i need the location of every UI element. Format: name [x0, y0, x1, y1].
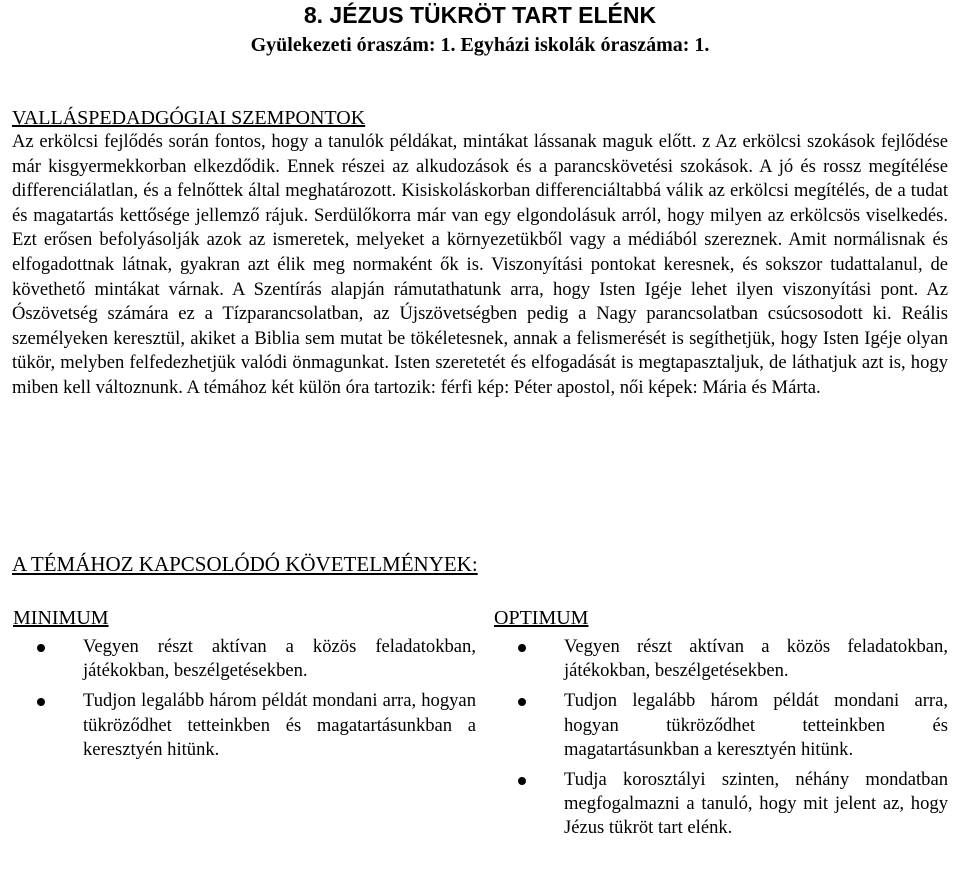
bullet-icon: [37, 698, 45, 706]
list-item: [493, 768, 948, 841]
page-subtitle: Gyülekezeti óraszám: 1. Egyházi iskolák óraszáma: 1.: [250, 34, 710, 56]
bullet-icon: [518, 644, 526, 652]
section-heading: VALLÁSPEDADGÓGIAI SZEMPONTOK: [12, 107, 366, 129]
bullet-icon: [518, 777, 526, 785]
list-item: [12, 635, 476, 683]
list-item-text: Vegyen részt aktívan a közös feladatokban, játékokban, beszélgetésekben.: [564, 636, 948, 682]
list-item-text: Tudjon legalább három példát mondani arra, hogyan tükröződhet tetteinkben és magatartásunkban a keresztyén hitünk.: [83, 690, 476, 760]
page-title: 8. JÉZUS TÜKRÖT TART ELÉNK: [303, 2, 657, 28]
minimum-heading: MINIMUM: [13, 607, 109, 629]
optimum-column: [484, 601, 956, 841]
list-item-text: Tudja korosztályi szinten, néhány mondatban megfogalmazni a tanuló, hogy mit jelent az, hogy Jézus tükröt tart elénk.: [564, 769, 948, 839]
list-item-text: Tudjon legalább három példát mondani arra, hogyan tükröződhet tetteinkben és magatartásunkban a keresztyén hitünk.: [564, 690, 948, 760]
minimum-list: [12, 635, 476, 762]
optimum-heading: OPTIMUM: [494, 607, 589, 629]
list-item: [493, 635, 948, 683]
optimum-list: [493, 635, 948, 841]
bullet-icon: [518, 698, 526, 706]
minimum-column: [12, 601, 484, 841]
list-item-text: Vegyen részt aktívan a közös feladatokban, játékokban, beszélgetésekben.: [83, 636, 476, 682]
requirements-heading: A TÉMÁHOZ KAPCSOLÓDÓ KÖVETELMÉNYEK:: [12, 552, 478, 576]
list-item: [493, 689, 948, 762]
bullet-icon: [37, 644, 45, 652]
requirements-table: [12, 601, 956, 841]
section-body-paragraph: Az erkölcsi fejlődés során fontos, hogy a tanulók példákat, mintákat lássanak maguk előtt. z Az erkölcsi szokások fejlődése már kisgyermekkorban elkezdődik. Ennek részei az alkudozások és a parancskövetési szokások. A jó és rossz megítélése differenciálatlan, és a felnőttek által meghatározott. Kisiskoláskorban differenciáltabbá válik az erkölcsi megítélés, de a tudat és magatartás kettősége jellemző rájuk. Serdülőkorra már van egy elgondolásuk arról, hogy milyen az erkölcsös viselkedés. Ezt erősen befolyásolják azok az ismeretek, melyeket a környezetükből vagy a médiából szereznek. Amit normálisnak és elfogadottnak látnak, gyakran azt élik meg normaként ők is. Viszonyítási pontokat keresnek, és sokszor tudattalanul, de követhető mintákat várnak. A Szentírás alapján rámutathatunk arra, hogy Isten Igéje lehet ilyen viszonyítási pont. Az Ószövetség számára ez a Tízparancsolatban, az Újszövetségben pedig a Nagy parancsolatban csúcsosodott ki. Reális személyeken keresztül, akiket a Biblia sem mutat be tökéletesnek, annak a felismerését is segíthetjük, hogy Isten Igéje olyan tükör, melyben felfedezhetjük valódi önmagunkat. Isten szeretetét és elfogadását is megtapasztaljuk, de láthatjuk azt is, hogy miben kell változnunk. A témához két külön óra tartozik: férfi kép: Péter apostol, női képek: Mária és Márta.: [12, 131, 948, 398]
list-item: [12, 689, 476, 762]
requirements-row: [12, 601, 956, 841]
